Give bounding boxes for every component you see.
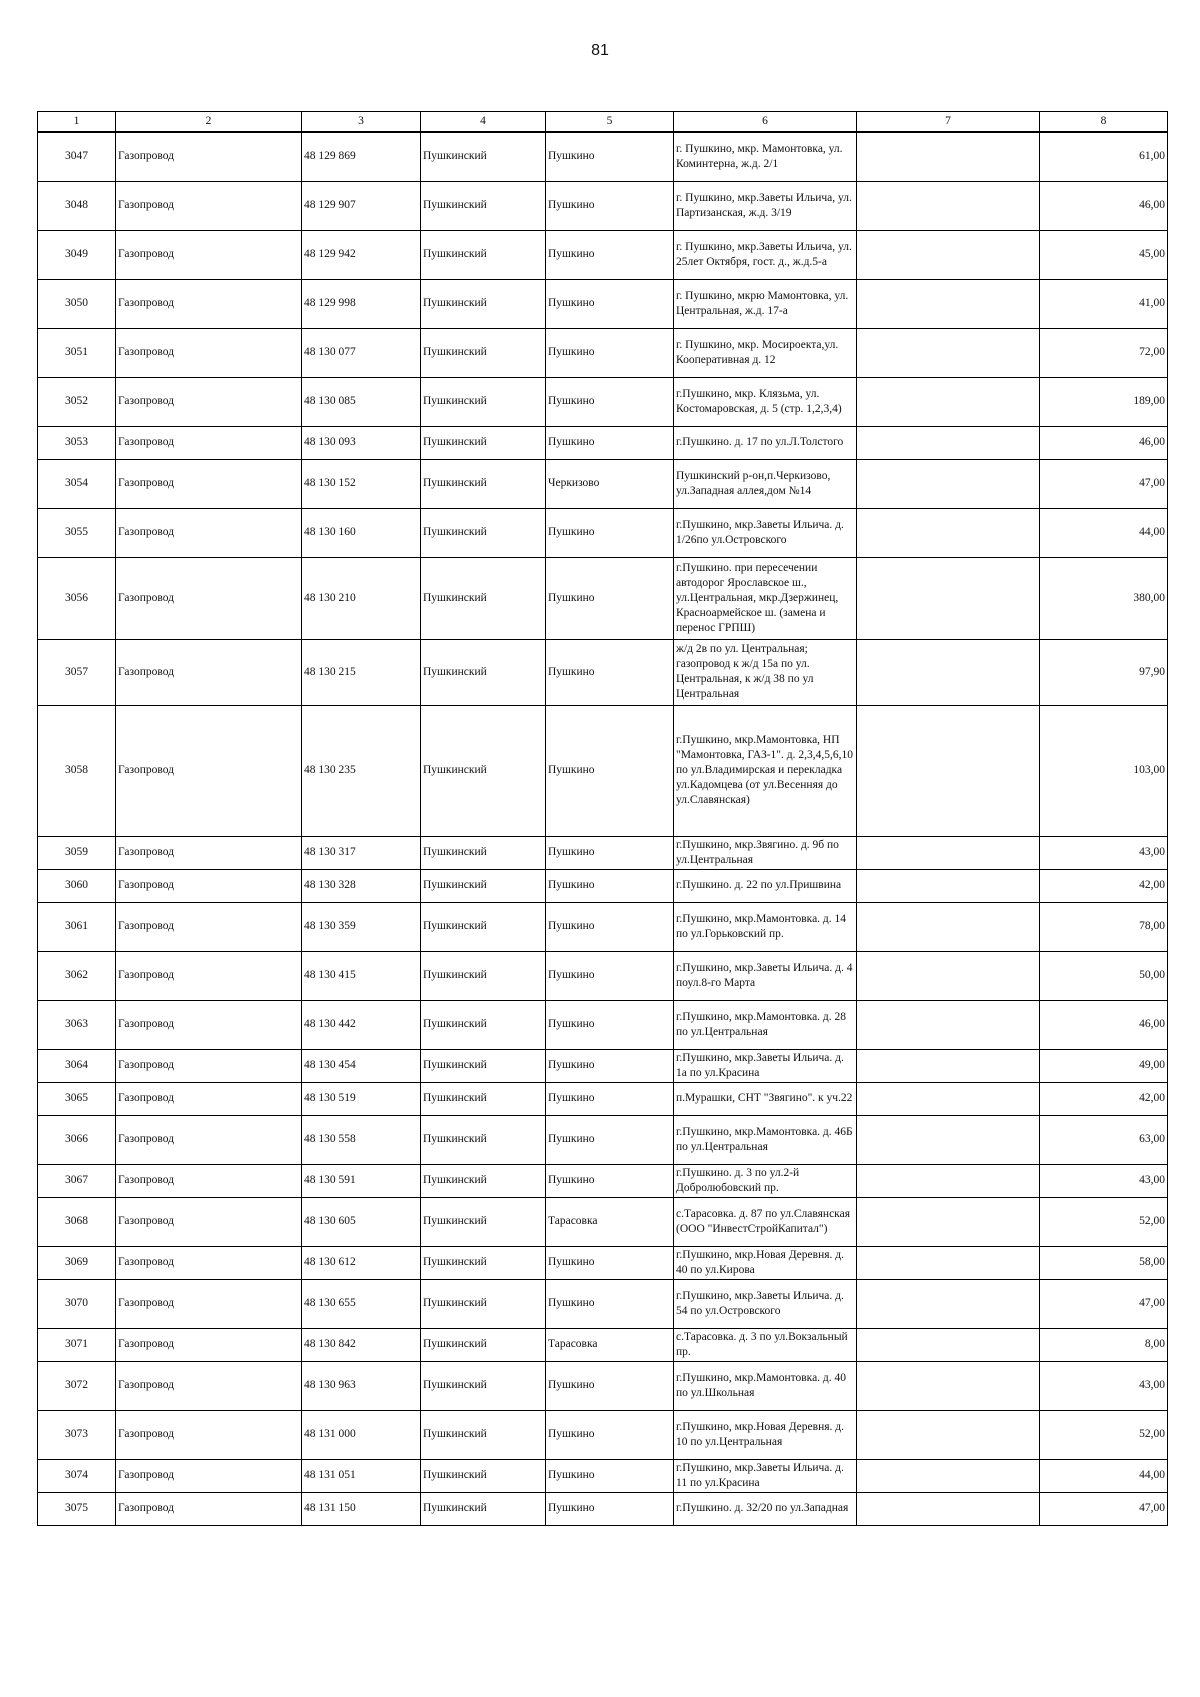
object-name: Газопровод [116,1197,302,1246]
column-7-cell [857,328,1040,377]
length-value: 47,00 [1040,1279,1168,1328]
table-row [38,836,1168,869]
row-number: 3071 [38,1328,116,1361]
column-7-cell [857,639,1040,705]
column-7-cell [857,1492,1040,1525]
row-number: 3061 [38,902,116,951]
object-name: Газопровод [116,639,302,705]
header-col-3: 3 [302,112,421,133]
object-name: Газопровод [116,1492,302,1525]
column-7-cell [857,459,1040,508]
district: Пушкинский [421,1197,546,1246]
district: Пушкинский [421,459,546,508]
row-number: 3053 [38,426,116,459]
header-col-2: 2 [116,112,302,133]
row-number: 3052 [38,377,116,426]
object-code: 48 130 359 [302,902,421,951]
district: Пушкинский [421,869,546,902]
header-row [38,112,1168,133]
locality: Пушкино [546,951,674,1000]
table-row [38,230,1168,279]
length-value: 97,90 [1040,639,1168,705]
length-value: 41,00 [1040,279,1168,328]
object-code: 48 129 942 [302,230,421,279]
object-code: 48 130 328 [302,869,421,902]
object-name: Газопровод [116,1459,302,1492]
district: Пушкинский [421,1082,546,1115]
object-name: Газопровод [116,1279,302,1328]
column-7-cell [857,1164,1040,1197]
address: г.Пушкино. д. 17 по ул.Л.Толстого [674,426,857,459]
object-code: 48 131 150 [302,1492,421,1525]
object-code: 48 129 869 [302,132,421,181]
row-number: 3049 [38,230,116,279]
locality: Пушкино [546,1115,674,1164]
object-code: 48 130 612 [302,1246,421,1279]
address: г.Пушкино. д. 22 по ул.Пришвина [674,869,857,902]
object-code: 48 130 093 [302,426,421,459]
table-row [38,705,1168,836]
object-code: 48 130 085 [302,377,421,426]
object-name: Газопровод [116,902,302,951]
object-name: Газопровод [116,426,302,459]
table-row [38,1000,1168,1049]
district: Пушкинский [421,902,546,951]
object-name: Газопровод [116,869,302,902]
length-value: 52,00 [1040,1197,1168,1246]
address: г.Пушкино, мкр.Новая Деревня. д. 10 по ул.Центральная [674,1410,857,1459]
address: п.Мурашки, СНТ "Звягино". к уч.22 [674,1082,857,1115]
row-number: 3054 [38,459,116,508]
length-value: 61,00 [1040,132,1168,181]
length-value: 46,00 [1040,426,1168,459]
address: г.Пушкино, мкр.Заветы Ильича. д. 54 по ул.Островского [674,1279,857,1328]
column-7-cell [857,1361,1040,1410]
length-value: 52,00 [1040,1410,1168,1459]
column-7-cell [857,1328,1040,1361]
header-col-4: 4 [421,112,546,133]
row-number: 3074 [38,1459,116,1492]
column-7-cell [857,1000,1040,1049]
column-7-cell [857,426,1040,459]
locality: Пушкино [546,1279,674,1328]
header-col-8: 8 [1040,112,1168,133]
row-number: 3056 [38,557,116,639]
column-7-cell [857,1197,1040,1246]
length-value: 380,00 [1040,557,1168,639]
district: Пушкинский [421,1410,546,1459]
locality: Пушкино [546,181,674,230]
locality: Черкизово [546,459,674,508]
address: с.Тарасовка. д. 87 по ул.Славянская (ООО "ИнвестСтройКапитал") [674,1197,857,1246]
address: г.Пушкино, мкр.Мамонтовка, НП "Мамонтовка, ГАЗ-1". д. 2,3,4,5,6,10 по ул.Владимирская и перекладка ул.Кадомцева (от ул.Весенняя до ул.Славянская) [674,705,857,836]
address: г.Пушкино. при пересечении автодорог Ярославское ш., ул.Центральная, мкр.Дзержинец, Красноармейское ш. (замена и перенос ГРПШ) [674,557,857,639]
row-number: 3069 [38,1246,116,1279]
length-value: 8,00 [1040,1328,1168,1361]
column-7-cell [857,1049,1040,1082]
row-number: 3060 [38,869,116,902]
table-row [38,508,1168,557]
row-number: 3068 [38,1197,116,1246]
district: Пушкинский [421,1164,546,1197]
district: Пушкинский [421,1279,546,1328]
object-name: Газопровод [116,181,302,230]
column-7-cell [857,557,1040,639]
column-7-cell [857,508,1040,557]
table-row [38,951,1168,1000]
district: Пушкинский [421,328,546,377]
table-row [38,426,1168,459]
table-row [38,1410,1168,1459]
object-name: Газопровод [116,1115,302,1164]
header-col-1: 1 [38,112,116,133]
length-value: 47,00 [1040,1492,1168,1525]
table-row [38,459,1168,508]
row-number: 3057 [38,639,116,705]
address: г.Пушкино, мкр.Звягино. д. 9б по ул.Центральная [674,836,857,869]
object-name: Газопровод [116,705,302,836]
column-7-cell [857,181,1040,230]
length-value: 49,00 [1040,1049,1168,1082]
address: г.Пушкино, мкр.Заветы Ильича. д. 1/26по ул.Островского [674,508,857,557]
length-value: 63,00 [1040,1115,1168,1164]
column-7-cell [857,902,1040,951]
address: г.Пушкино, мкр.Заветы Ильича. д. 1а по ул.Красина [674,1049,857,1082]
object-name: Газопровод [116,557,302,639]
object-name: Газопровод [116,508,302,557]
table-row [38,1279,1168,1328]
length-value: 43,00 [1040,1361,1168,1410]
address: Пушкинский р-он,п.Черкизово, ул.Западная аллея,дом №14 [674,459,857,508]
district: Пушкинский [421,377,546,426]
district: Пушкинский [421,1328,546,1361]
address: г.Пушкино, мкр.Мамонтовка. д. 40 по ул.Школьная [674,1361,857,1410]
object-code: 48 130 963 [302,1361,421,1410]
length-value: 43,00 [1040,836,1168,869]
object-name: Газопровод [116,1082,302,1115]
locality: Пушкино [546,377,674,426]
object-code: 48 130 558 [302,1115,421,1164]
row-number: 3055 [38,508,116,557]
object-name: Газопровод [116,328,302,377]
locality: Пушкино [546,1492,674,1525]
locality: Пушкино [546,279,674,328]
locality: Пушкино [546,1082,674,1115]
district: Пушкинский [421,1000,546,1049]
locality: Пушкино [546,705,674,836]
object-code: 48 130 519 [302,1082,421,1115]
row-number: 3067 [38,1164,116,1197]
object-code: 48 130 160 [302,508,421,557]
table-row [38,1082,1168,1115]
object-code: 48 130 842 [302,1328,421,1361]
address: г.Пушкино, мкр.Мамонтовка. д. 28 по ул.Центральная [674,1000,857,1049]
district: Пушкинский [421,1492,546,1525]
row-number: 3072 [38,1361,116,1410]
object-code: 48 130 152 [302,459,421,508]
column-7-cell [857,1246,1040,1279]
length-value: 42,00 [1040,1082,1168,1115]
table-row [38,1328,1168,1361]
header-col-5: 5 [546,112,674,133]
table-row [38,132,1168,181]
length-value: 45,00 [1040,230,1168,279]
column-7-cell [857,377,1040,426]
row-number: 3047 [38,132,116,181]
table-row [38,1246,1168,1279]
district: Пушкинский [421,1049,546,1082]
district: Пушкинский [421,181,546,230]
table-row [38,328,1168,377]
object-name: Газопровод [116,279,302,328]
object-code: 48 129 998 [302,279,421,328]
column-7-cell [857,132,1040,181]
column-7-cell [857,279,1040,328]
column-7-cell [857,1410,1040,1459]
object-code: 48 130 591 [302,1164,421,1197]
length-value: 189,00 [1040,377,1168,426]
length-value: 103,00 [1040,705,1168,836]
table-body [38,132,1168,1525]
address: с.Тарасовка. д. 3 по ул.Вокзальный пр. [674,1328,857,1361]
object-code: 48 130 317 [302,836,421,869]
table-row [38,1049,1168,1082]
object-name: Газопровод [116,1361,302,1410]
district: Пушкинский [421,508,546,557]
locality: Пушкино [546,639,674,705]
locality: Пушкино [546,836,674,869]
address: г.Пушкино. д. 32/20 по ул.Западная [674,1492,857,1525]
address: г.Пушкино, мкр.Новая Деревня. д. 40 по ул.Кирова [674,1246,857,1279]
address: г.Пушкино, мкр. Клязьма, ул. Костомаровская, д. 5 (стр. 1,2,3,4) [674,377,857,426]
row-number: 3073 [38,1410,116,1459]
district: Пушкинский [421,230,546,279]
locality: Пушкино [546,1049,674,1082]
object-name: Газопровод [116,1246,302,1279]
object-code: 48 130 215 [302,639,421,705]
object-name: Газопровод [116,836,302,869]
page-number: 81 [591,42,609,59]
object-code: 48 130 077 [302,328,421,377]
object-code: 48 130 210 [302,557,421,639]
district: Пушкинский [421,1459,546,1492]
table-row [38,869,1168,902]
object-name: Газопровод [116,1164,302,1197]
address: г.Пушкино, мкр.Заветы Ильича. д. 4 поул.8-го Марта [674,951,857,1000]
column-7-cell [857,869,1040,902]
object-name: Газопровод [116,377,302,426]
locality: Пушкино [546,1459,674,1492]
object-code: 48 130 235 [302,705,421,836]
object-code: 48 130 415 [302,951,421,1000]
length-value: 58,00 [1040,1246,1168,1279]
row-number: 3070 [38,1279,116,1328]
object-code: 48 130 605 [302,1197,421,1246]
locality: Пушкино [546,557,674,639]
locality: Пушкино [546,1000,674,1049]
address: г.Пушкино. д. 3 по ул.2-й Добролюбовский пр. [674,1164,857,1197]
registry-table [37,111,1168,1526]
row-number: 3058 [38,705,116,836]
row-number: 3048 [38,181,116,230]
table-header [38,112,1168,133]
column-7-cell [857,1279,1040,1328]
length-value: 46,00 [1040,1000,1168,1049]
column-7-cell [857,951,1040,1000]
column-7-cell [857,230,1040,279]
column-7-cell [857,1115,1040,1164]
address: ж/д 2в по ул. Центральная; газопровод к ж/д 15а по ул. Центральная, к ж/д 38 по ул Центральная [674,639,857,705]
district: Пушкинский [421,1115,546,1164]
object-code: 48 129 907 [302,181,421,230]
table-row [38,1361,1168,1410]
object-name: Газопровод [116,1328,302,1361]
object-code: 48 130 454 [302,1049,421,1082]
row-number: 3050 [38,279,116,328]
table-row [38,1115,1168,1164]
header-col-6: 6 [674,112,857,133]
locality: Пушкино [546,1361,674,1410]
object-name: Газопровод [116,132,302,181]
length-value: 44,00 [1040,1459,1168,1492]
length-value: 50,00 [1040,951,1168,1000]
locality: Пушкино [546,1164,674,1197]
district: Пушкинский [421,279,546,328]
locality: Тарасовка [546,1328,674,1361]
object-name: Газопровод [116,951,302,1000]
locality: Пушкино [546,132,674,181]
object-code: 48 130 442 [302,1000,421,1049]
object-name: Газопровод [116,459,302,508]
column-7-cell [857,836,1040,869]
district: Пушкинский [421,836,546,869]
object-name: Газопровод [116,1000,302,1049]
table-row [38,1197,1168,1246]
table-row [38,1492,1168,1525]
length-value: 43,00 [1040,1164,1168,1197]
locality: Пушкино [546,426,674,459]
table-row [38,279,1168,328]
locality: Пушкино [546,902,674,951]
address: г. Пушкино, мкр. Мамонтовка, ул. Коминтерна, ж.д. 2/1 [674,132,857,181]
row-number: 3064 [38,1049,116,1082]
row-number: 3062 [38,951,116,1000]
locality: Пушкино [546,1410,674,1459]
district: Пушкинский [421,705,546,836]
table-row [38,1459,1168,1492]
column-7-cell [857,1082,1040,1115]
district: Пушкинский [421,1246,546,1279]
table-row [38,1164,1168,1197]
object-name: Газопровод [116,1410,302,1459]
length-value: 44,00 [1040,508,1168,557]
table-row [38,639,1168,705]
address: г. Пушкино, мкрю Мамонтовка, ул. Центральная, ж.д. 17-а [674,279,857,328]
header-col-7: 7 [857,112,1040,133]
row-number: 3051 [38,328,116,377]
column-7-cell [857,1459,1040,1492]
table-row [38,902,1168,951]
row-number: 3063 [38,1000,116,1049]
row-number: 3059 [38,836,116,869]
table-row [38,557,1168,639]
address: г.Пушкино, мкр.Мамонтовка. д. 14 по ул.Горьковский пр. [674,902,857,951]
district: Пушкинский [421,1361,546,1410]
locality: Пушкино [546,869,674,902]
locality: Тарасовка [546,1197,674,1246]
address: г.Пушкино, мкр.Заветы Ильича. д. 11 по ул.Красина [674,1459,857,1492]
locality: Пушкино [546,328,674,377]
object-code: 48 130 655 [302,1279,421,1328]
address: г. Пушкино, мкр.Заветы Ильича, ул. 25лет Октября, гост. д., ж.д.5-а [674,230,857,279]
locality: Пушкино [546,508,674,557]
length-value: 78,00 [1040,902,1168,951]
district: Пушкинский [421,557,546,639]
object-name: Газопровод [116,1049,302,1082]
row-number: 3065 [38,1082,116,1115]
locality: Пушкино [546,230,674,279]
table-row [38,181,1168,230]
row-number: 3075 [38,1492,116,1525]
object-name: Газопровод [116,230,302,279]
address: г.Пушкино, мкр.Мамонтовка. д. 46Б по ул.Центральная [674,1115,857,1164]
locality: Пушкино [546,1246,674,1279]
district: Пушкинский [421,639,546,705]
address: г. Пушкино, мкр. Мосироекта,ул. Кооперативная д. 12 [674,328,857,377]
length-value: 47,00 [1040,459,1168,508]
table-row [38,377,1168,426]
row-number: 3066 [38,1115,116,1164]
object-code: 48 131 000 [302,1410,421,1459]
column-7-cell [857,705,1040,836]
object-code: 48 131 051 [302,1459,421,1492]
district: Пушкинский [421,951,546,1000]
length-value: 42,00 [1040,869,1168,902]
district: Пушкинский [421,132,546,181]
length-value: 72,00 [1040,328,1168,377]
address: г. Пушкино, мкр.Заветы Ильича, ул. Партизанская, ж.д. 3/19 [674,181,857,230]
district: Пушкинский [421,426,546,459]
length-value: 46,00 [1040,181,1168,230]
